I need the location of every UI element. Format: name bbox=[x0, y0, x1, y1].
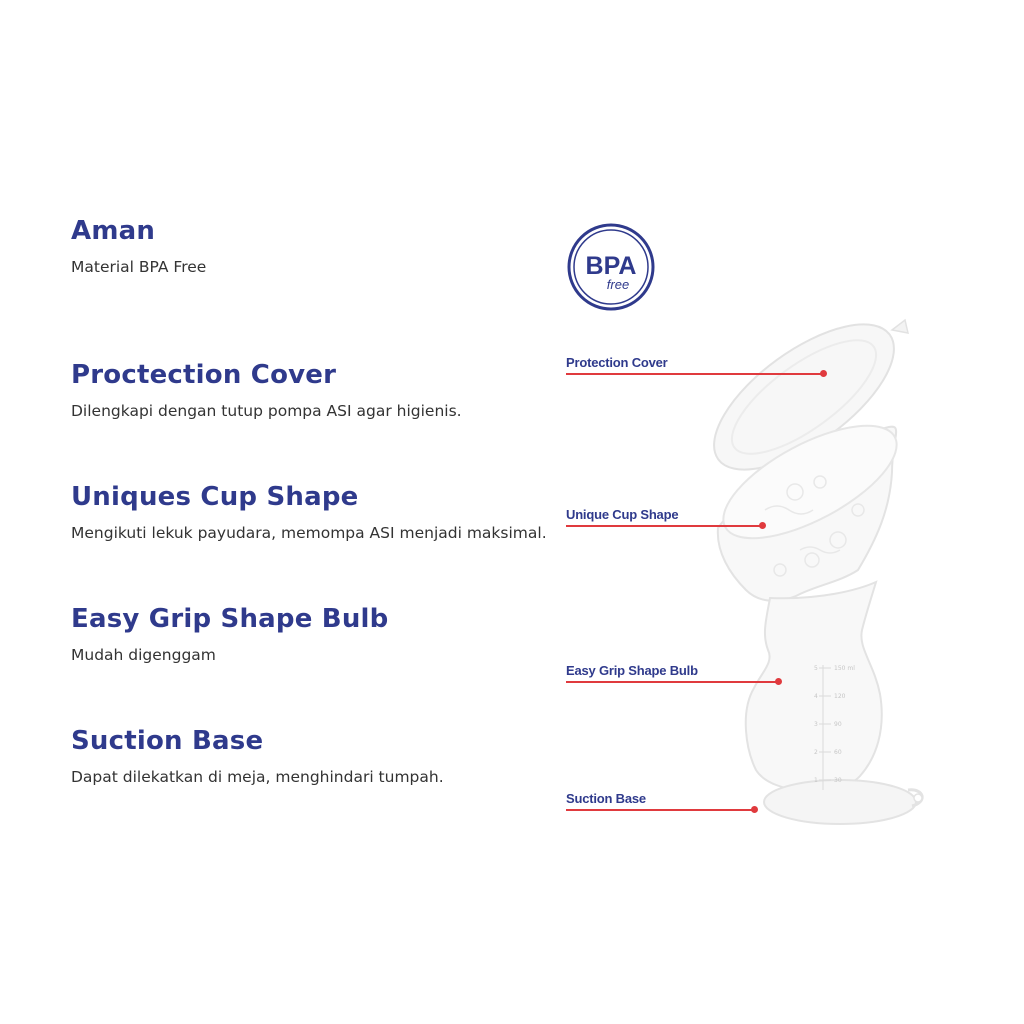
feature-title: Aman bbox=[71, 216, 156, 246]
feature-description: Dilengkapi dengan tutup pompa ASI agar higienis. bbox=[71, 402, 462, 420]
callout-protection-cover bbox=[566, 355, 836, 375]
callout-suction-base bbox=[566, 791, 836, 811]
product-illustration bbox=[540, 210, 960, 850]
callout-label: Protection Cover bbox=[566, 355, 668, 370]
feature-title: Proctection Cover bbox=[71, 360, 337, 390]
callout-label: Unique Cup Shape bbox=[566, 507, 679, 522]
scale-oz-mark: 4 bbox=[814, 693, 818, 700]
feature-suction-base bbox=[71, 725, 571, 787]
callout-dot bbox=[820, 370, 827, 377]
feature-list bbox=[71, 0, 571, 1024]
feature-cup-shape bbox=[71, 481, 571, 543]
feature-grip-bulb bbox=[71, 603, 571, 665]
bpa-free-icon bbox=[566, 222, 656, 312]
feature-title: Uniques Cup Shape bbox=[71, 482, 359, 512]
callout-grip-bulb bbox=[566, 663, 836, 683]
feature-title: Suction Base bbox=[71, 726, 264, 756]
callout-label: Suction Base bbox=[566, 791, 646, 806]
feature-description: Material BPA Free bbox=[71, 258, 207, 276]
feature-description: Mudah digenggam bbox=[71, 646, 216, 664]
scale-oz-mark: 5 bbox=[814, 665, 818, 672]
callout-dot bbox=[759, 522, 766, 529]
callout-dot bbox=[751, 806, 758, 813]
scale-ml-mark: 120 bbox=[834, 693, 846, 700]
callout-label: Easy Grip Shape Bulb bbox=[566, 663, 698, 678]
callout-line bbox=[566, 681, 778, 683]
bpa-free-badge bbox=[566, 222, 656, 312]
scale-ml-mark: 150 ml bbox=[834, 665, 855, 672]
feature-description: Mengikuti lekuk payudara, memompa ASI menjadi maksimal. bbox=[71, 524, 547, 542]
feature-protection-cover bbox=[71, 359, 571, 421]
feature-description: Dapat dilekatkan di meja, menghindari tumpah. bbox=[71, 768, 444, 786]
scale-ml-mark: 90 bbox=[834, 721, 842, 728]
scale-oz-mark: 2 bbox=[814, 749, 818, 756]
callout-line bbox=[566, 525, 762, 527]
callout-line bbox=[566, 373, 823, 375]
scale-oz-mark: 3 bbox=[814, 721, 818, 728]
grip-bulb bbox=[746, 582, 882, 791]
scale-ml-mark: 60 bbox=[834, 749, 842, 756]
badge-sub-text: free bbox=[606, 277, 630, 292]
feature-title: Easy Grip Shape Bulb bbox=[71, 604, 389, 634]
badge-main-text: BPA bbox=[585, 252, 637, 280]
feature-safe bbox=[71, 215, 571, 277]
callout-dot bbox=[775, 678, 782, 685]
callout-cup-shape bbox=[566, 507, 836, 527]
callout-line bbox=[566, 809, 754, 811]
scale-oz-mark: 1 bbox=[814, 777, 818, 784]
scale-ml-mark: 30 bbox=[834, 777, 842, 784]
